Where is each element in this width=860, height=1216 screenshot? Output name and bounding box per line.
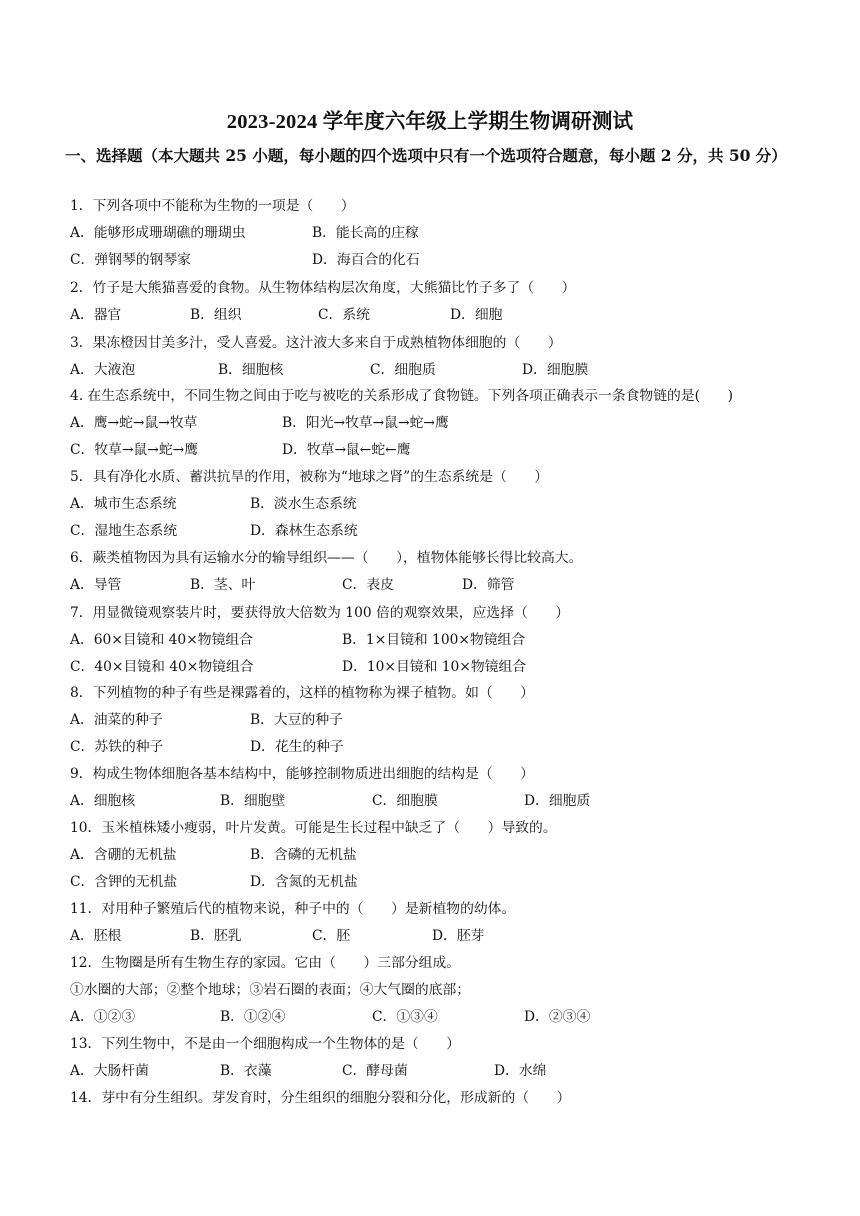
question-stem: 9．构成生物体细胞各基本结构中，能够控制物质进出细胞的结构是（ ） bbox=[70, 766, 535, 782]
answer-option: D．胚芽 bbox=[432, 928, 485, 944]
answer-option: C．表皮 bbox=[342, 577, 394, 593]
answer-option: D．②③④ bbox=[524, 1009, 591, 1025]
answer-option: C．牧草→鼠→蛇→鹰 bbox=[70, 442, 199, 458]
answer-option: D．海百合的化石 bbox=[312, 252, 420, 268]
question-stem: 7．用显微镜观察装片时，要获得放大倍数为 100 倍的观察效果，应选择（ ） bbox=[70, 605, 570, 621]
answer-option: D．细胞膜 bbox=[522, 362, 589, 378]
answer-option: D．牧草→鼠←蛇←鹰 bbox=[282, 442, 411, 458]
question-stem: 5．具有净化水质、蓄洪抗旱的作用，被称为“地球之肾”的生态系统是（ ） bbox=[70, 469, 549, 485]
answer-option: B．细胞核 bbox=[218, 362, 284, 378]
answer-option: C．系统 bbox=[318, 307, 370, 323]
question-stem: 1．下列各项中不能称为生物的一项是（ ） bbox=[70, 198, 355, 214]
answer-option: C．细胞质 bbox=[370, 362, 436, 378]
answer-option: B．能长高的庄稼 bbox=[312, 225, 419, 241]
answer-option: A．鹰→蛇→鼠→牧草 bbox=[70, 415, 198, 431]
question-stem: 12．生物圈是所有生物生存的家园。它由（ ）三部分组成。 bbox=[70, 955, 461, 971]
answer-option: B．淡水生态系统 bbox=[250, 496, 357, 512]
question-stem: 14．芽中有分生组织。芽发育时，分生组织的细胞分裂和分化，形成新的（ ） bbox=[70, 1090, 571, 1106]
answer-option: D．10×目镜和 10×物镜组合 bbox=[342, 659, 527, 675]
answer-option: A．大肠杆菌 bbox=[70, 1063, 149, 1079]
answer-option: D．细胞质 bbox=[524, 793, 591, 809]
section-heading: 一、选择题（本大题共 25 小题，每小题的四个选项中只有一个选项符合题意，每小题 2 分，共 50 分） bbox=[65, 146, 787, 165]
answer-option: A．细胞核 bbox=[70, 793, 136, 809]
answer-option: D．水绵 bbox=[494, 1063, 547, 1079]
answer-option: D．花生的种子 bbox=[250, 739, 344, 755]
answer-option: A．胚根 bbox=[70, 928, 122, 944]
answer-option: D．含氮的无机盐 bbox=[250, 874, 358, 890]
question-stem: 11．对用种子繁殖后代的植物来说，种子中的（ ）是新植物的幼体。 bbox=[70, 901, 516, 917]
answer-option: A．含硼的无机盐 bbox=[70, 847, 177, 863]
answer-option: A．油菜的种子 bbox=[70, 712, 163, 728]
question-stem: 2．竹子是大熊猫喜爱的食物。从生物体结构层次角度，大熊猫比竹子多了（ ） bbox=[70, 280, 576, 296]
question-extra: ①水圈的大部；②整个地球；③岩石圈的表面；④大气圈的底部； bbox=[70, 982, 471, 998]
answer-option: C．弹钢琴的钢琴家 bbox=[70, 252, 191, 268]
answer-option: A．导管 bbox=[70, 577, 122, 593]
page-title: 2023-2024 学年度六年级上学期生物调研测试 bbox=[226, 111, 634, 133]
answer-option: B．1×目镜和 100×物镜组合 bbox=[342, 632, 526, 648]
answer-option: D．森林生态系统 bbox=[250, 523, 358, 539]
answer-option: B．衣藻 bbox=[220, 1063, 272, 1079]
answer-option: B．阳光→牧草→鼠→蛇→鹰 bbox=[282, 415, 449, 431]
answer-option: C．含钾的无机盐 bbox=[70, 874, 178, 890]
answer-option: B．大豆的种子 bbox=[250, 712, 343, 728]
answer-option: A．器官 bbox=[70, 307, 122, 323]
answer-option: D．细胞 bbox=[450, 307, 503, 323]
answer-option: C．苏铁的种子 bbox=[70, 739, 164, 755]
answer-option: C．40×目镜和 40×物镜组合 bbox=[70, 659, 254, 675]
answer-option: B．胚乳 bbox=[190, 928, 242, 944]
answer-option: A．大液泡 bbox=[70, 362, 136, 378]
answer-option: D．筛管 bbox=[462, 577, 515, 593]
answer-option: A．能够形成珊瑚礁的珊瑚虫 bbox=[70, 225, 246, 241]
question-stem: 8．下列植物的种子有些是裸露着的，这样的植物称为裸子植物。如（ ） bbox=[70, 685, 535, 701]
question-stem: 3．果冻橙因甘美多汁，受人喜爱。这汁液大多来自于成熟植物体细胞的（ ） bbox=[70, 335, 562, 351]
answer-option: C．酵母菌 bbox=[342, 1063, 408, 1079]
answer-option: B．细胞壁 bbox=[220, 793, 286, 809]
answer-option: B．组织 bbox=[190, 307, 242, 323]
answer-option: C．胚 bbox=[312, 928, 351, 944]
answer-option: C．细胞膜 bbox=[372, 793, 438, 809]
question-stem: 13．下列生物中，不是由一个细胞构成一个生物体的是（ ） bbox=[70, 1036, 461, 1052]
answer-option: A．城市生态系统 bbox=[70, 496, 177, 512]
answer-option: A．①②③ bbox=[70, 1009, 136, 1025]
answer-option: B．茎、叶 bbox=[190, 577, 256, 593]
question-stem: 4. 在生态系统中，不同生物之间由于吃与被吃的关系形成了食物链。下列各项正确表示一条食物链的是( ) bbox=[70, 388, 733, 404]
answer-option: C．湿地生态系统 bbox=[70, 523, 178, 539]
answer-option: C．①③④ bbox=[372, 1009, 438, 1025]
answer-option: A．60×目镜和 40×物镜组合 bbox=[70, 632, 253, 648]
answer-option: B．①②④ bbox=[220, 1009, 286, 1025]
question-stem: 10．玉米植株矮小瘦弱，叶片发黄。可能是生长过程中缺乏了（ ）导致的。 bbox=[70, 820, 557, 836]
answer-option: B．含磷的无机盐 bbox=[250, 847, 357, 863]
question-stem: 6．蕨类植物因为具有运输水分的输导组织——（ ），植物体能够长得比较高大。 bbox=[70, 550, 583, 566]
